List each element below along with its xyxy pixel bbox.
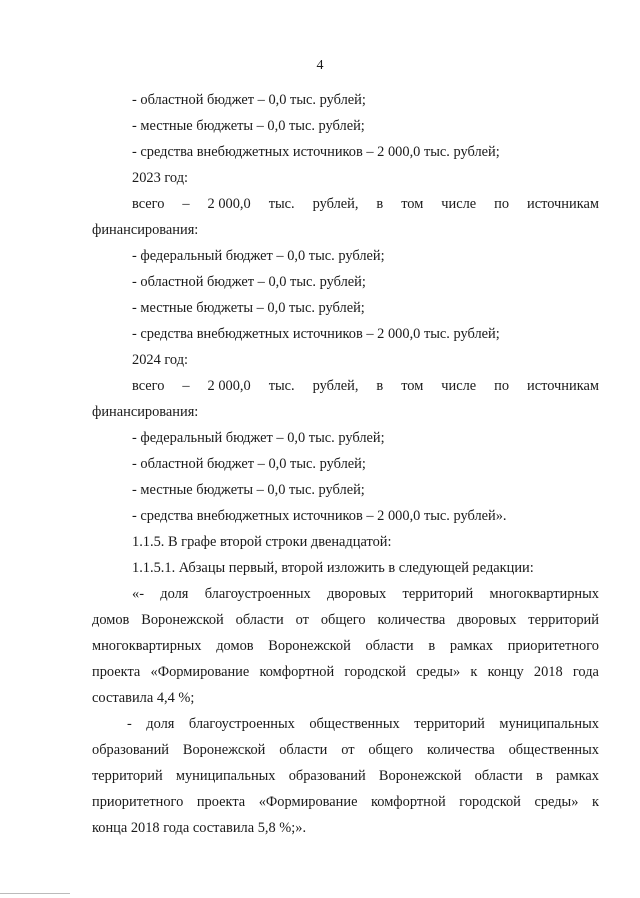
word: области: [235, 612, 284, 628]
word: доля: [146, 716, 175, 732]
word: проекта: [196, 794, 246, 810]
word: по: [494, 378, 510, 394]
word: источникам: [527, 378, 599, 394]
justified-line: [92, 611, 599, 629]
text-line: - местные бюджеты – 0,0 тыс. рублей;: [132, 482, 365, 498]
word: благоустроенных: [204, 586, 311, 602]
word: рублей,: [312, 378, 359, 394]
word: территорий: [402, 586, 474, 602]
text-line: финансирования:: [92, 222, 199, 238]
word: Воронежской: [182, 742, 266, 758]
word: среды»: [416, 664, 461, 680]
word: в: [376, 378, 384, 394]
word: в: [535, 768, 543, 784]
justified-line: [132, 195, 599, 213]
word: общественных: [309, 716, 400, 732]
text-line: - средства внебюджетных источников – 2 000,0 тыс. рублей».: [132, 508, 507, 524]
word: общего: [320, 612, 366, 628]
justified-line: [92, 663, 599, 681]
word: рамках: [449, 638, 493, 654]
text-line: финансирования:: [92, 404, 199, 420]
word: области: [474, 768, 523, 784]
word: 2 000,0: [207, 196, 251, 212]
word: рублей,: [312, 196, 359, 212]
text-line: составила 4,4 %;: [92, 690, 195, 706]
word: тыс.: [268, 378, 295, 394]
word: количества: [426, 742, 495, 758]
word: муниципальных: [499, 716, 599, 732]
word: по: [494, 196, 510, 212]
word: -: [127, 716, 132, 732]
text-line: - местные бюджеты – 0,0 тыс. рублей;: [132, 300, 365, 316]
word: количества: [377, 612, 446, 628]
word: в: [428, 638, 436, 654]
word: многоквартирных: [489, 586, 599, 602]
word: том: [401, 378, 424, 394]
justified-line: [92, 741, 599, 759]
text-line: 2024 год:: [132, 352, 189, 368]
justified-line: [132, 377, 599, 395]
word: рамках: [555, 768, 599, 784]
word: «Формирование: [150, 664, 250, 680]
word: всего: [132, 378, 165, 394]
word: проекта: [92, 664, 141, 680]
word: концу: [487, 664, 524, 680]
word: территорий: [528, 612, 599, 628]
word: источникам: [527, 196, 599, 212]
word: 2018: [533, 664, 563, 680]
word: образований: [92, 742, 169, 758]
word: «-: [132, 586, 144, 602]
word: образований: [288, 768, 366, 784]
word: –: [182, 196, 190, 212]
word: приоритетного: [507, 638, 599, 654]
text-line: - средства внебюджетных источников – 2 000,0 тыс. рублей;: [132, 144, 500, 160]
word: к: [470, 664, 478, 680]
word: Воронежской: [378, 768, 462, 784]
word: Воронежской: [141, 612, 224, 628]
text-line: - средства внебюджетных источников – 2 000,0 тыс. рублей;: [132, 326, 500, 342]
word: домов: [92, 612, 130, 628]
text-line: - местные бюджеты – 0,0 тыс. рублей;: [132, 118, 365, 134]
word: всего: [132, 196, 165, 212]
word: муниципальных: [175, 768, 276, 784]
word: тыс.: [268, 196, 295, 212]
word: области: [279, 742, 328, 758]
word: городской: [344, 664, 406, 680]
word: числе: [441, 378, 477, 394]
word: общественных: [508, 742, 599, 758]
word: к: [591, 794, 599, 810]
text-line: - областной бюджет – 0,0 тыс. рублей;: [132, 274, 366, 290]
word: общего: [368, 742, 414, 758]
justified-line: [92, 637, 599, 655]
word: года: [572, 664, 599, 680]
word: дворовых: [457, 612, 517, 628]
text-line: конца 2018 года составила 5,8 %;».: [92, 820, 307, 836]
word: области: [365, 638, 414, 654]
justified-line: [92, 767, 599, 785]
word: территорий: [92, 768, 163, 784]
page-number: 4: [316, 58, 324, 73]
text-line: - федеральный бюджет – 0,0 тыс. рублей;: [132, 430, 385, 446]
word: 2 000,0: [207, 378, 251, 394]
scan-edge-mark: [0, 893, 70, 894]
word: городской: [459, 794, 521, 810]
word: «Формирование: [258, 794, 358, 810]
word: от: [295, 612, 309, 628]
word: территорий: [414, 716, 485, 732]
justified-line: [132, 585, 599, 603]
text-line: 1.1.5.1. Абзацы первый, второй изложить в следующей редакции:: [132, 560, 534, 576]
word: комфортной: [259, 664, 335, 680]
word: от: [341, 742, 355, 758]
word: среды»: [534, 794, 579, 810]
word: домов: [216, 638, 254, 654]
text-line: - федеральный бюджет – 0,0 тыс. рублей;: [132, 248, 385, 264]
word: в: [376, 196, 384, 212]
word: Воронежской: [268, 638, 351, 654]
word: том: [401, 196, 424, 212]
justified-line: [127, 715, 599, 733]
word: благоустроенных: [188, 716, 295, 732]
justified-line: [92, 793, 599, 811]
word: приоритетного: [92, 794, 184, 810]
text-line: 2023 год:: [132, 170, 189, 186]
text-line: 1.1.5. В графе второй строки двенадцатой:: [132, 534, 392, 550]
text-line: - областной бюджет – 0,0 тыс. рублей;: [132, 456, 366, 472]
word: многоквартирных: [92, 638, 202, 654]
word: комфортной: [371, 794, 446, 810]
word: дворовых: [326, 586, 387, 602]
word: числе: [441, 196, 477, 212]
text-line: - областной бюджет – 0,0 тыс. рублей;: [132, 92, 366, 108]
word: –: [182, 378, 190, 394]
word: доля: [160, 586, 189, 602]
